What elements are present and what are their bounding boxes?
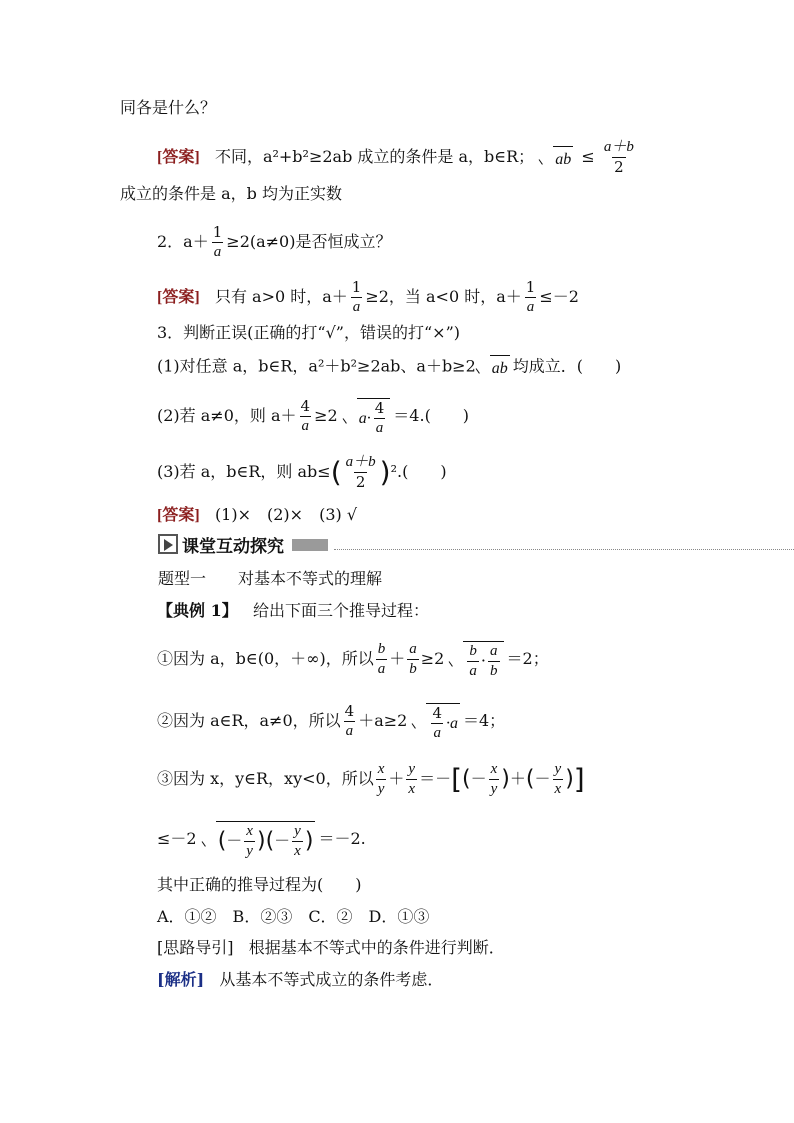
sqrt-product (202, 820, 319, 859)
case-3-cont-pre: ≤－2 (157, 829, 197, 848)
q3-3-pre: (3)若 a，b∈R，则 ab≤ (157, 462, 331, 481)
right-paren: ) (501, 766, 510, 792)
frac-den: a (213, 244, 222, 260)
case-3-pre: ③因为 x，y∈R，xy<0，所以 (157, 769, 374, 788)
answer-2-mid: ≥2，当 a<0 时，a＋ (365, 287, 522, 306)
fraction-a-plus-b-over-2 (602, 140, 636, 175)
sqrt-ab (476, 354, 513, 380)
frac-num: x (246, 823, 253, 839)
q3-item-3 (157, 455, 447, 490)
radicand-post: ·a (445, 715, 458, 732)
frac-den: 2 (614, 158, 624, 176)
frac-num: 4 (374, 399, 385, 417)
q2-post: ≥2(a≠0)是否恒成立？ (226, 232, 392, 251)
fraction-x-over-y (489, 762, 500, 797)
answer-2-post: ≤－2 (539, 287, 579, 306)
question-line (157, 874, 362, 896)
example-label: 【典例 1】 (157, 601, 238, 620)
minus-sign: － (226, 831, 243, 850)
q3-1-post: 均成立．( ) (512, 356, 622, 376)
answer-label: [答案] (157, 149, 200, 166)
fraction-y-over-x (553, 762, 564, 797)
q2-pre: 2．a＋ (157, 232, 209, 251)
frac-den: a (352, 299, 361, 315)
analysis-line (157, 969, 443, 991)
minus-sign: － (534, 769, 551, 788)
frac-num: a (490, 643, 498, 659)
frac-den: b (490, 663, 498, 679)
frac-num: 4 (344, 702, 355, 720)
fraction-1-over-a (350, 280, 364, 315)
case-2-pre: ②因为 a∈R，a≠0，所以 (157, 711, 341, 730)
question-3-line (157, 322, 460, 344)
case-1-mid: ≥2 (420, 649, 445, 668)
answer-2-pre: 只有 a>0 时，a＋ (214, 287, 348, 306)
frac-num: y (294, 823, 301, 839)
fraction-1-over-a (524, 280, 538, 315)
case-1-post: ＝2； (506, 649, 549, 668)
case-1-pre: ①因为 a，b∈(0，＋∞)，所以 (157, 649, 374, 668)
frac-num: y (554, 761, 562, 777)
example-line (157, 600, 429, 622)
frac-num: a＋b (345, 454, 376, 470)
sqrt-radicand (216, 821, 316, 859)
case-3-cont-post: ＝－2. (318, 829, 366, 848)
q3-item-1 (157, 354, 621, 380)
fraction-4-over-a (430, 706, 444, 741)
line-1-text: 同各是什么？ (120, 98, 217, 117)
section-title: 课堂互动探究 (182, 537, 284, 557)
fraction-a-over-b (488, 644, 500, 679)
options-text: A．①② B．②③ C．② D．①③ (157, 907, 430, 926)
fraction-x-over-y (244, 824, 255, 859)
fraction-b-over-a (467, 644, 479, 679)
left-paren: ( (217, 828, 227, 854)
frac-num: b (377, 641, 386, 657)
right-paren: ) (256, 828, 266, 854)
answer-label: [答案] (157, 289, 200, 306)
text-line-3 (120, 183, 342, 205)
frac-num: x (490, 761, 498, 777)
q3-item-2 (157, 397, 469, 436)
frac-den: x (408, 781, 416, 797)
fraction-1-over-a (211, 225, 225, 260)
play-arrow-icon (158, 534, 178, 554)
frac-num: a＋b (603, 139, 634, 155)
left-bracket: [ (451, 762, 463, 796)
q3-2-post: ＝4.( ) (393, 406, 470, 425)
answer-3-text: (1)× (2)× (3) √ (214, 505, 358, 524)
sqrt-ab-radicand: ab (553, 146, 573, 171)
q3-2-mid: ≥2 (314, 406, 338, 425)
left-paren: ( (265, 828, 275, 854)
case-2-line (157, 702, 505, 741)
frac-num: 1 (212, 223, 223, 241)
frac-num: 4 (432, 704, 442, 722)
options-line (157, 906, 429, 928)
case-1-line (157, 640, 549, 679)
sqrt-4-over-a-times-a (412, 702, 463, 741)
fraction-4-over-a (373, 401, 387, 436)
example-text: 给出下面三个推导过程： (252, 601, 429, 620)
type-heading-text: 题型一 对基本不等式的理解 (158, 569, 383, 588)
text-line-1 (120, 97, 216, 119)
fraction-x-over-y (376, 762, 387, 797)
case-3-cont-line (157, 820, 366, 859)
frac-den: y (377, 781, 385, 797)
sqrt-a-times-4-over-a (343, 397, 394, 436)
case-2-post: ＝4； (462, 711, 506, 730)
section-divider (334, 549, 794, 550)
sqrt-radicand (357, 398, 391, 436)
answer-2-line (157, 280, 579, 315)
frac-den: a (345, 723, 354, 739)
answer-1-line (157, 140, 638, 175)
sqrt-b-over-a-times-a-over-b (449, 640, 506, 679)
frac-den: a (375, 420, 384, 436)
frac-den: x (554, 781, 562, 797)
frac-den: a (469, 663, 477, 679)
answer-3-line (157, 504, 357, 527)
sqrt-radicand (426, 703, 460, 741)
fraction-y-over-x (292, 824, 303, 859)
radicand-pre: a· (358, 410, 371, 427)
q3-text: 3．判断正误(正确的打“√”，错误的打“×”) (157, 323, 460, 342)
minus-sign: － (470, 769, 487, 788)
right-paren: ) (565, 766, 574, 792)
fraction-b-over-a (376, 642, 388, 677)
frac-den: a (301, 418, 310, 434)
plus-sign: ＋ (388, 769, 405, 788)
frac-den: y (490, 781, 498, 797)
right-paren: ) (304, 828, 314, 854)
frac-num: 1 (351, 278, 362, 296)
frac-den: 2 (355, 473, 366, 491)
fraction-a-over-b (407, 642, 419, 677)
dot: · (480, 651, 487, 670)
frac-num: b (469, 643, 477, 659)
answer-label: [答案] (157, 507, 200, 524)
frac-num: 1 (525, 278, 536, 296)
frac-den: a (526, 299, 535, 315)
fraction-4-over-a (299, 399, 313, 434)
left-paren: ( (462, 766, 471, 792)
sqrt-radicand (463, 641, 503, 679)
sqrt-ab (539, 145, 576, 171)
hint-line (157, 937, 505, 959)
plus-sign: ＋ (389, 649, 406, 668)
minus-sign: － (274, 831, 291, 850)
frac-num: x (377, 761, 385, 777)
hint-label: [思路导引] (157, 938, 234, 957)
analysis-text: 从基本不等式成立的条件考虑． (219, 970, 444, 989)
analysis-label: [解析] (157, 970, 205, 989)
frac-den: b (409, 661, 417, 677)
section-header (158, 532, 718, 558)
right-paren: ) (379, 455, 391, 489)
case-2-mid: ＋a≥2 (358, 711, 408, 730)
frac-den: a (433, 725, 441, 741)
frac-den: x (294, 843, 301, 859)
plus-sign: ＋ (509, 769, 526, 788)
frac-den: y (246, 843, 253, 859)
section-grey-block (292, 539, 328, 551)
frac-num: y (408, 761, 416, 777)
q3-2-pre: (2)若 a≠0，则 a＋ (157, 406, 297, 425)
answer-1-text: 不同，a²+b²≥2ab 成立的条件是 a，b∈R； (214, 147, 535, 166)
type-heading (158, 568, 382, 590)
left-paren: ( (525, 766, 535, 792)
question-2-line (157, 225, 391, 260)
frac-num: a (409, 641, 417, 657)
frac-den: a (377, 661, 386, 677)
le-sign: ≤ (581, 147, 595, 166)
fraction-4-over-a (343, 704, 357, 739)
fraction-y-over-x (406, 762, 417, 797)
q3-1-pre: (1)对任意 a，b∈R，a²＋b²≥2ab、a＋b≥2 (157, 356, 476, 376)
hint-text: 根据基本不等式中的条件进行判断． (248, 938, 505, 957)
question-text: 其中正确的推导过程为( ) (157, 875, 362, 894)
case-3-line (157, 762, 585, 797)
fraction-a-plus-b-over-2 (344, 455, 378, 490)
left-paren: ( (330, 455, 342, 489)
right-bracket: ] (573, 762, 585, 796)
line-3-text: 成立的条件是 a，b 均为正实数 (120, 184, 342, 203)
sqrt-ab-radicand: ab (490, 355, 510, 380)
q3-3-post: ².( ) (390, 462, 447, 481)
frac-num: 4 (300, 397, 311, 415)
case-3-eq: ＝－ (419, 769, 452, 788)
